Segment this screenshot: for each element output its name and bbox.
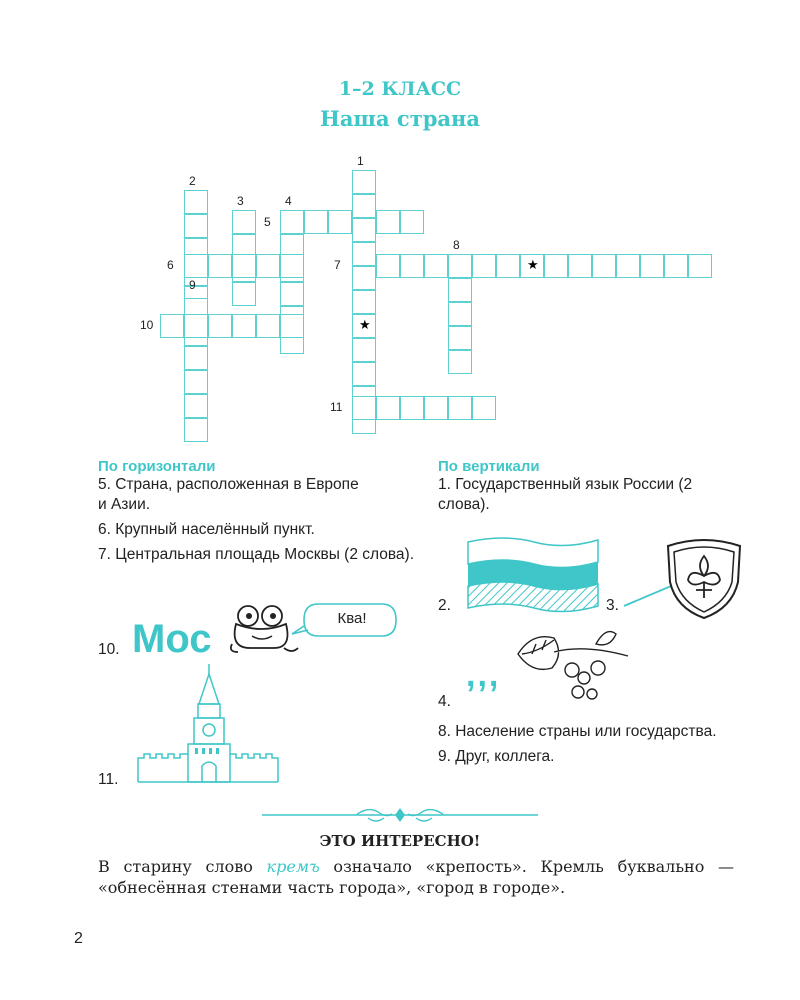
flag-illustration [464, 532, 604, 616]
crossword-cell [280, 210, 304, 234]
clue-11-number: 11. [98, 771, 119, 788]
crossword-cell [184, 314, 208, 338]
clue-across-5: 5. Страна, расположенная в Европе и Азии. [98, 476, 359, 513]
crossword-cell [280, 254, 304, 278]
crossword-cell [256, 314, 280, 338]
crossword-cell [448, 326, 472, 350]
down-title: По вертикали [438, 458, 540, 475]
crossword-cell [352, 338, 376, 362]
crossword-cell [352, 362, 376, 386]
crossword-cell [448, 254, 472, 278]
crossword-number-2: 2 [189, 174, 196, 188]
crossword-cell [448, 396, 472, 420]
crossword-cell [448, 302, 472, 326]
interesting-text-end: означало «крепость». Кремль буквально — «обнесённая стенами часть города», «город в городе». [98, 857, 735, 897]
interesting-text-start: В старину слово [98, 857, 267, 876]
crossword-cell [400, 396, 424, 420]
clue-10-number: 10. [98, 641, 120, 658]
kremlin-tower-illustration [132, 660, 284, 784]
crossword-cell [328, 210, 352, 234]
clue-across-7: 7. Центральная площадь Москвы (2 слова). [98, 546, 414, 563]
crossword-number-1: 1 [357, 154, 364, 168]
crossword-cell [568, 254, 592, 278]
quote-marks: ,,, [466, 656, 501, 694]
crossword-cell [352, 218, 376, 242]
crossword-number-9: 9 [189, 278, 196, 292]
frog-speech-text: Ква! [337, 610, 367, 627]
down-section [438, 458, 748, 515]
crossword-cell [280, 314, 304, 338]
crossword-cell [472, 396, 496, 420]
crossword-cell [256, 254, 280, 278]
clue-down-8: 8. Население страны или государства. [438, 723, 717, 740]
crossword-cell [280, 282, 304, 306]
across-section [98, 458, 418, 565]
crossword-cell [352, 194, 376, 218]
grade-heading: 1–2 КЛАСС [338, 78, 462, 100]
topic-heading: Наша страна [319, 106, 480, 131]
crossword-cell [448, 350, 472, 374]
crossword-cell [352, 290, 376, 314]
crossword-number-8: 8 [453, 238, 460, 252]
crossword-number-5: 5 [264, 215, 271, 229]
crossword-cell [232, 210, 256, 234]
crossword-cell [400, 254, 424, 278]
crossword-cell [208, 254, 232, 278]
crossword-cell [592, 254, 616, 278]
crossword-cell [640, 254, 664, 278]
clue-down-2-number: 2. [438, 597, 451, 614]
crossword-cell [160, 314, 184, 338]
emblem-illustration [620, 532, 756, 622]
interesting-word: кремъ [266, 857, 320, 876]
crossword-cell [184, 214, 208, 238]
crossword-cell [184, 346, 208, 370]
crossword-cell [232, 282, 256, 306]
crossword-cell [520, 254, 544, 278]
interesting-title: ЭТО ИНТЕРЕСНО! [319, 832, 481, 850]
across-title: По горизонтали [98, 458, 216, 475]
crossword-cell [472, 254, 496, 278]
crossword-cell [304, 210, 328, 234]
clue-down-4-number: 4. [438, 693, 451, 710]
crossword-cell [208, 314, 232, 338]
crossword-cell [376, 210, 400, 234]
crossword-cell [352, 170, 376, 194]
crossword-cell [184, 370, 208, 394]
clue-down-9: 9. Друг, коллега. [438, 748, 555, 765]
crossword-cell [664, 254, 688, 278]
crossword-number-3: 3 [237, 194, 244, 208]
crossword-cell [688, 254, 712, 278]
interesting-text [98, 856, 734, 898]
crossword-cell [496, 254, 520, 278]
crossword-cell [352, 314, 376, 338]
down-section-rest [438, 722, 748, 767]
crossword-cell [352, 396, 376, 420]
crossword-cell [424, 254, 448, 278]
crossword-number-6: 6 [167, 258, 174, 272]
crossword-cell [424, 396, 448, 420]
crossword-number-11: 11 [330, 400, 343, 414]
crossword-cell [232, 254, 256, 278]
crossword-cell [544, 254, 568, 278]
crossword-number-10: 10 [140, 318, 154, 332]
clue-down-1: 1. Государственный язык России (2 слова). [438, 476, 693, 513]
crossword-cell [232, 314, 256, 338]
crossword-cell [448, 278, 472, 302]
crossword-grid [0, 0, 800, 450]
crossword-cell [400, 210, 424, 234]
crossword-cell [352, 266, 376, 290]
clue-across-6: 6. Крупный населённый пункт. [98, 521, 315, 538]
crossword-number-4: 4 [285, 194, 292, 208]
crossword-cell [376, 254, 400, 278]
page-number: 2 [74, 930, 83, 947]
clue-down-3-number: 3. [606, 597, 619, 614]
currant-illustration [514, 624, 634, 706]
crossword-cell [184, 394, 208, 418]
crossword-cell [616, 254, 640, 278]
crossword-cell [352, 242, 376, 266]
crossword-cell [376, 396, 400, 420]
crossword-cell [184, 190, 208, 214]
ornament-divider [258, 804, 542, 826]
crossword-number-7: 7 [334, 258, 341, 272]
clue-10-prefix: Мос [132, 617, 212, 661]
crossword-cell [184, 254, 208, 278]
crossword-cell [184, 418, 208, 442]
